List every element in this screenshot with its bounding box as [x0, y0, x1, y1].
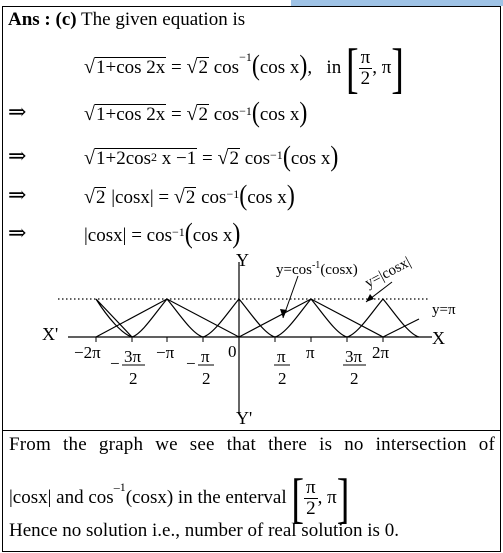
- eq2-lhs: 1+cos 2x: [95, 104, 166, 125]
- eq3-sup: −1: [270, 148, 283, 162]
- eq4-coef: 2: [95, 187, 106, 208]
- tick-neg-pi: −π: [156, 343, 175, 362]
- tick-pi: π: [306, 343, 315, 362]
- tick-neg-pi2-num: π: [201, 347, 210, 366]
- eq1-in: in: [326, 56, 342, 78]
- abs-cos-curve: [96, 299, 419, 337]
- x-axis-neg-label: X': [42, 324, 59, 344]
- x-axis-label: X: [432, 328, 445, 348]
- tick-pi2-num: π: [277, 347, 286, 366]
- conclusion-text-b: (cosx) in the enterval: [125, 486, 287, 508]
- conclusion-sup: –1: [113, 480, 126, 494]
- implies-icon: ⇒: [8, 221, 27, 246]
- eq3-cos: cos: [244, 148, 271, 169]
- eq5-abs: |cosx|: [84, 225, 127, 246]
- graph: [0, 248, 503, 430]
- eq1-comma: ,: [307, 56, 313, 78]
- tick-neg-pi2-minus: −: [186, 354, 196, 373]
- abs-cos-label: y=|cosx|: [362, 254, 414, 292]
- eq4-sup: −1: [226, 187, 240, 201]
- eq1-fraction: $\frac{\pi}{2}$: [360, 47, 371, 89]
- tick-pi2-den: 2: [278, 369, 287, 388]
- conclusion-fraction: $\frac{\pi}{2}$: [306, 477, 316, 519]
- implies-icon: ⇒: [8, 144, 27, 169]
- tick-neg-pi2-den: 2: [202, 369, 211, 388]
- conclusion-line-3: Hence no solution i.e., number of real solution is 0.: [9, 520, 399, 541]
- eq5-eq: = cos: [126, 225, 172, 246]
- eq5-arg: cos x: [192, 225, 233, 246]
- eq4-cos: cos: [201, 187, 227, 208]
- y-pi-label: y=π: [432, 302, 456, 318]
- section-divider: [2, 430, 501, 431]
- tick-neg-3pi2-den: 2: [129, 369, 138, 388]
- conclusion-line-1: From the graph we see that there is no intersection of: [9, 434, 495, 455]
- arccos-curve: [96, 299, 419, 337]
- y-axis-neg-label: Y': [236, 408, 253, 428]
- eq4-abs: |cosx|: [111, 187, 154, 208]
- eq1-sup: −1: [239, 50, 252, 64]
- eq4-arg: cos x: [247, 187, 287, 208]
- eq3-lhs: $1+2\cos^2$ x −1: [95, 148, 197, 169]
- intro-text: The given equation is: [81, 9, 246, 30]
- abs-arrowhead: [366, 294, 374, 302]
- conclusion-line-2: |cosx| and $\cos^{-1}(\cos x)$ in the enterval [ $\frac{\pi}{2}$ , π]: [9, 468, 350, 529]
- eq1-lhs: 1+cos 2x: [95, 56, 166, 78]
- y-axis-label: Y: [236, 250, 249, 270]
- answer-label: Ans : (c): [8, 9, 77, 30]
- equation-4: √2 |cosx| = √2 $\cos^{-1}(\cos$ x): [84, 180, 295, 212]
- conclusion-text-a: |cosx| and cos: [9, 486, 114, 508]
- eq1-pi: , π: [372, 56, 392, 78]
- eq1-arg: cos x: [259, 56, 300, 78]
- implies-icon: ⇒: [8, 100, 27, 125]
- equation-5: $|\cos x| = \cos^{-1}(\cos$ x): [84, 218, 241, 250]
- equation-2: √1+cos 2x = √2 $\cos^{-1}(\cos$ x): [84, 97, 308, 129]
- eq4-rhs-coef: 2: [185, 187, 196, 208]
- tick-neg-3pi2-minus: −: [110, 354, 120, 373]
- eq2-cos: cos: [213, 104, 240, 125]
- eq1-cos: cos: [213, 56, 240, 78]
- arccos-arrowhead: [280, 309, 287, 318]
- eq3-coef: 2: [229, 148, 239, 169]
- tick-neg-3pi2-num: 3π: [124, 347, 142, 366]
- equation-1: √1+cos 2x = √2 $\cos^{-1}(\cos$ x), in [ $\frac{\pi}{2}$ , π]: [84, 38, 404, 99]
- eq2-coef: 2: [198, 104, 208, 125]
- equation-3: $√1+2\cos^2$ x −1 = √2 $\cos^{-1}(\cos$ x): [84, 141, 339, 173]
- tick-3pi2-den: 2: [350, 369, 359, 388]
- answer-intro-line: [8, 9, 245, 31]
- conclusion-pi: , π: [317, 486, 337, 508]
- eq2-arg: cos x: [259, 104, 300, 125]
- origin-label: 0: [228, 342, 237, 361]
- tick-2pi: 2π: [372, 343, 390, 362]
- eq3-arg: cos x: [290, 148, 331, 169]
- eq1-coef: 2: [198, 56, 208, 78]
- tick-neg-2pi: −2π: [74, 343, 101, 362]
- arccos-label: $y=\cos^{-1}(\cos x)$: [276, 260, 358, 278]
- tick-3pi2-num: 3π: [345, 347, 363, 366]
- eq2-sup: −1: [239, 104, 252, 118]
- implies-icon: ⇒: [8, 183, 27, 208]
- eq5-sup: −1: [171, 225, 185, 239]
